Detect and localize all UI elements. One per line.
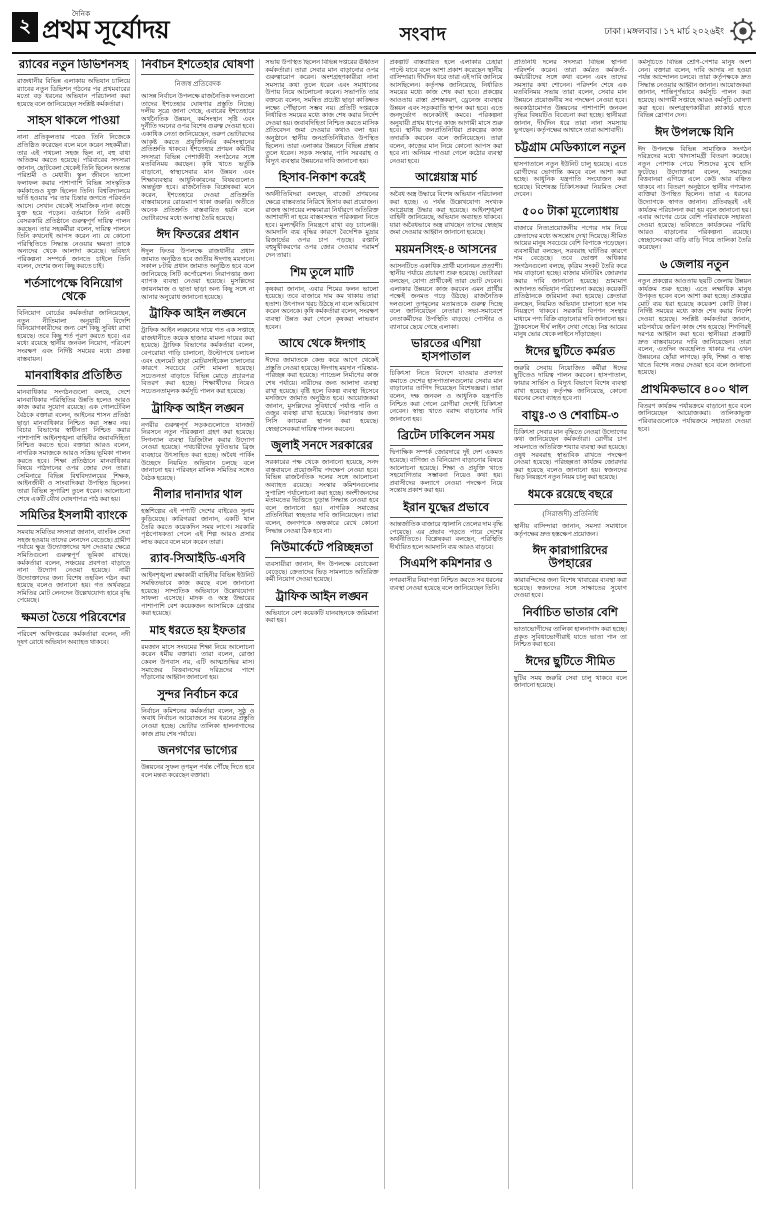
article-headline: ইরান যুদ্ধের প্রভাবে bbox=[390, 502, 503, 518]
article-columns bbox=[12, 59, 756, 1189]
article-headline: ট্রাফিক আইন লঙ্ঘন bbox=[265, 591, 378, 607]
page-number: ২ bbox=[12, 12, 38, 42]
column-1 bbox=[12, 59, 136, 1189]
article-headline: মানবাধিকার প্রতিষ্ঠিত bbox=[17, 370, 130, 386]
article-headline: ক্ষমতা তৈয়ে পরিবেশের bbox=[17, 612, 130, 628]
gear-icon bbox=[730, 18, 756, 44]
article-body: রমজান মাসে সংযমের শিক্ষা নিয়ে আলোচনা করেন ধর্মীয় বক্তারা। তারা বলেন, রোজা কেবল উপবাস নয়, এটি আত্মশুদ্ধির মাস। সমাজের বিত্তবানদের দরিদ্রদের পাশে দাঁড়ানোর আহ্বান জানানো হয়। bbox=[141, 643, 255, 682]
article-headline: আগ্নেয়াস্ত্র মার্চ bbox=[390, 172, 503, 188]
article-body: নতুন প্রকল্পের আওতায় ছয়টি জেলায় উন্নয়ন কার্যক্রম শুরু হচ্ছে। এতে লক্ষাধিক মানুষ উপকৃত হবেন বলে আশা করা হচ্ছে। প্রকল্পের মোট ব্যয় ধরা হয়েছে কয়েকশ কোটি টাকা। নির্দিষ্ট সময়ের মধ্যে কাজ শেষ করার নির্দেশ দেওয়া হয়েছে। সংশ্লিষ্ট কর্মকর্তারা জানান, মাঠপর্যায়ে জরিপ কাজ শেষ হয়েছে। শিগগিরই দরপত্র আহ্বান করা হবে। স্থানীয়রা প্রকল্পটি দ্রুত বাস্তবায়নের দাবি জানিয়েছেন। তারা বলেন, এতদিন অবহেলিত থাকার পর এখন উন্নয়নের ছোঁয়া লাগছে। কৃষি, শিক্ষা ও স্বাস্থ্য খাতে বিশেষ নজর দেওয়া হবে বলে জানানো হয়েছে। bbox=[637, 278, 752, 377]
page-title: সংবাদ bbox=[399, 24, 447, 44]
article-headline: র‌্যাব-সিআইডি-এসবি bbox=[141, 553, 254, 569]
article-headline: হিসাব-নিকাশ করেই bbox=[265, 172, 378, 188]
article-body: আইনশৃঙ্খলা রক্ষাকারী বাহিনীর বিভিন্ন ইউনিট সমন্বিতভাবে কাজ করছে বলে জানানো হয়েছে। সাম্প্রতিক অভিযানে উল্লেখযোগ্য সাফল্য এসেছে। মাদক ও অস্ত্র উদ্ধারের পাশাপাশি বেশ কয়েকজন আসামিকে গ্রেপ্তার করা হয়েছে। bbox=[141, 572, 255, 618]
article-headline: সিএমপি কমিশনার ও bbox=[390, 558, 503, 574]
article-body: জরুরি সেবায় নিয়োজিত কর্মীরা ঈদের ছুটিতেও দায়িত্ব পালন করবেন। হাসপাতাল, ফায়ার সার্ভিস ও বিদ্যুৎ বিভাগে বিশেষ ব্যবস্থা রাখা হয়েছে। কর্তৃপক্ষ জানিয়েছে, কোনো ধরনের সেবা ব্যাহত হবে না। bbox=[513, 364, 627, 403]
article-headline: ময়মনসিংহ-৪ আসনের bbox=[390, 244, 503, 260]
article-headline: চট্টগ্রাম মেডিক্যালে নতুন bbox=[514, 142, 627, 158]
article-body: ঈদ উপলক্ষে বিভিন্ন সামাজিক সংগঠন দরিদ্রদের মধ্যে খাদ্যসামগ্রী বিতরণ করেছে। নতুন পোশাক পেয়ে শিশুদের মুখে হাসি ফুটেছে। উদ্যোক্তারা বলেন, সমাজের বিত্তবানরা এগিয়ে এলে কেউ আর বঞ্চিত থাকবে না। বিতরণ অনুষ্ঠানে স্থানীয় গণ্যমান্য ব্যক্তিরা উপস্থিত ছিলেন। তারা এ ধরনের উদ্যোগকে স্বাগত জানান। প্রতিবছরই এই কার্যক্রম পরিচালনা করা হয় বলে জানানো হয়। এবার আগের চেয়ে বেশি পরিবারকে সহায়তা দেওয়া হয়েছে। ভবিষ্যতে কার্যক্রমের পরিধি আরও বাড়ানোর পরিকল্পনা রয়েছে। স্বেচ্ছাসেবকরা বাড়ি বাড়ি গিয়ে তালিকা তৈরি করেছেন। bbox=[637, 145, 752, 252]
column-3 bbox=[260, 59, 384, 1189]
article-headline: বায়ুঃ-৩ ও শেবাচিম-৩ bbox=[514, 410, 627, 426]
article-body: পরিবেশ অধিদপ্তরের কর্মকর্তারা বলেন, নদী দূষণ রোধে অভিযান অব্যাহত থাকবে। bbox=[17, 631, 131, 646]
article-body: কৃষকরা জানান, এবার শিমের ফলন ভালো হয়েছে। তবে বাজারে দাম কম থাকায় তারা হতাশ। উৎপাদন খরচ উঠছে না বলে অভিযোগ করেন অনেকে। কৃষি কর্মকর্তারা বলেন, সংরক্ষণ ব্যবস্থা উন্নত করা গেলে কৃষকরা লাভবান হবেন। bbox=[265, 285, 379, 331]
article-headline: ঈদের ছুটিতে কর্মরত bbox=[514, 346, 627, 362]
article-body: সভায় উপস্থিত ছিলেন বিভিন্ন দপ্তরের ঊর্ধ্বতন কর্মকর্তারা। তারা সেবার মান বাড়ানোর ওপর গুরুত্বারোপ করেন। অংশগ্রহণকারীরা নানা সমস্যার কথা তুলে ধরেন এবং সমাধানের উপায় নিয়ে আলোচনা করেন। সভাপতি তার বক্তব্যে বলেন, সমন্বিত প্রচেষ্টা ছাড়া কাঙ্ক্ষিত লক্ষ্যে পৌঁছানো সম্ভব নয়। প্রতিটি দপ্তরকে নির্ধারিত সময়ের মধ্যে কাজ শেষ করার নির্দেশ দেওয়া হয়। জবাবদিহিতা নিশ্চিত করতে মাসিক প্রতিবেদন জমা দেওয়ার কথাও বলা হয়। অনুষ্ঠানে স্থানীয় জনপ্রতিনিধিরাও উপস্থিত ছিলেন। তারা এলাকার উন্নয়নে বিভিন্ন প্রস্তাব তুলে ধরেন। সড়ক সংস্কার, পানি সরবরাহ ও বিদ্যুৎ ব্যবস্থার উন্নয়নের দাবি জানানো হয়। bbox=[265, 59, 379, 165]
article-body: চিকিৎসা নিতে বিদেশে যাওয়ার প্রবণতা কমাতে দেশের হাসপাতালগুলোর সেবার মান বাড়ানোর তাগিদ দিয়েছেন বিশেষজ্ঞরা। তারা বলেন, দক্ষ জনবল ও আধুনিক যন্ত্রপাতি নিশ্চিত করা গেলে রোগীরা দেশেই চিকিৎসা নেবেন। স্বাস্থ্য খাতে বরাদ্দ বাড়ানোর দাবি জানানো হয়। bbox=[389, 370, 503, 423]
article-byline: নিজস্ব প্রতিবেদক bbox=[174, 80, 221, 88]
column-2 bbox=[136, 59, 260, 1189]
column-6 bbox=[633, 59, 756, 1189]
article-headline: সুন্দর নির্বাচন করে bbox=[141, 689, 254, 705]
article-body: নগরীর গুরুত্বপূর্ণ সড়কগুলোতে যানজট নিরসনে নতুন পরিকল্পনা গ্রহণ করা হয়েছে। সিগন্যাল ব্যবস্থা ডিজিটাল করার উদ্যোগ নেওয়া হয়েছে। পথচারীদের ফুটওভার ব্রিজ ব্যবহারে উৎসাহিত করা হচ্ছে। অবৈধ পার্কিং উচ্ছেদে নিয়মিত অভিযান চলছে বলে জানানো হয়। পরিবহন মালিক সমিতির সঙ্গেও বৈঠক হয়েছে। bbox=[141, 421, 255, 482]
article-body: হস্তশিল্পের এই পণ্যটি দেশের বাইরেও সুনাম কুড়িয়েছে। কারিগররা জানান, একটি থাল তৈরি করতে কয়েকদিন সময় লাগে। সরকারি পৃষ্ঠপোষকতা পেলে এই শিল্প আরও প্রসার লাভ করবে বলে মনে করেন তারা। bbox=[141, 508, 255, 546]
article-body: ট্রাফিক আইন লঙ্ঘনের দায়ে গত এক সপ্তাহে রাজধানীতে কয়েক হাজার মামলা দায়ের করা হয়েছে। ট্রাফিক বিভাগের কর্মকর্তারা বলেন, বেপরোয়া গাড়ি চালানো, উল্টোপথে চলাচল এবং হেলমেট ছাড়া মোটরসাইকেল চালানোর কারণে সবচেয়ে বেশি মামলা হয়েছে। সচেতনতা বাড়াতে বিভিন্ন মোড়ে প্রচারপত্র বিতরণ করা হচ্ছে। শিক্ষার্থীদের নিয়েও সচেতনতামূলক কর্মসূচি পালন করা হয়েছে। bbox=[141, 327, 255, 395]
article-body: হাসপাতালে নতুন ইউনিট চালু হয়েছে। এতে রোগীদের ভোগান্তি কমবে বলে আশা করা হচ্ছে। আধুনিক যন্ত্রপাতি সংযোজন করা হয়েছে। বিশেষজ্ঞ চিকিৎসকরা নিয়মিত সেবা দেবেন। bbox=[513, 160, 627, 199]
article-body: নানা প্রতিকূলতার পরেও তিনি নিজেকে প্রতিষ্ঠিত করেছেন বলে মনে করেন সহকর্মীরা। তার এই পথচলা সহজ ছিল না, বহু বাধা অতিক্রম করতে হয়েছে। পরিবারের সদস্যরা জানান, ছোটবেলা থেকেই তিনি ছিলেন অত্যন্ত পরিশ্রমী ও মেধাবী। স্কুল জীবনে ভালো ফলাফল করার পাশাপাশি বিভিন্ন সাংস্কৃতিক কর্মকাণ্ডেও যুক্ত ছিলেন তিনি। বিশ্ববিদ্যালয়ে ভর্তি হওয়ার পর তার চিন্তার জগতে পরিবর্তন আসে। সেখান থেকেই সামাজিক নানা কাজে যুক্ত হয়ে পড়েন। বর্তমানে তিনি একটি বেসরকারি প্রতিষ্ঠানে গুরুত্বপূর্ণ দায়িত্ব পালন করছেন। তার সহকর্মীরা বলেন, দায়িত্ব পালনে তিনি কখনোই আপস করেন না। যে কোনো পরিস্থিতিতে সিদ্ধান্ত নেওয়ার ক্ষমতা তাকে অন্যদের থেকে আলাদা করেছে। ভবিষ্যৎ পরিকল্পনা সম্পর্কে জানতে চাইলে তিনি বলেন, দেশের জন্য কিছু করতে চাই। bbox=[17, 134, 131, 271]
article-headline: সমিতির ইসলামী ব্যাংকে bbox=[17, 510, 130, 526]
article-body: রাজধানীর বিভিন্ন এলাকায় অভিযান চালিয়ে র‌্যাবের নতুন ডিভিশন গঠনের পর প্রথমবারের মতো বড় ধরনের অভিযান পরিচালনা করা হয়েছে বলে জানিয়েছেন সংশ্লিষ্ট কর্মকর্তারা। bbox=[17, 78, 131, 108]
article-body: আন্তর্জাতিক বাজারে জ্বালানি তেলের দাম বৃদ্ধি পেয়েছে। এর প্রভাব পড়তে পারে দেশের অর্থনীতিতে। বিশ্লেষকরা বলছেন, পরিস্থিতি দীর্ঘায়িত হলে আমদানি ব্যয় আরও বাড়বে। bbox=[389, 520, 503, 551]
logo-kicker: দৈনিক bbox=[72, 10, 91, 18]
article-headline: ঈদ ফিতরের প্রধান bbox=[141, 229, 254, 245]
article-body: মানবাধিকার সংগঠনগুলো বলছে, দেশে মানবাধিকার পরিস্থিতির উন্নতি হলেও আরও কাজ করার সুযোগ রয়েছে। এক গোলটেবিল বৈঠকে বক্তারা বলেন, আইনের শাসন প্রতিষ্ঠা ছাড়া মানবাধিকার নিশ্চিত করা সম্ভব নয়। বিচার বিভাগের স্বাধীনতা নিশ্চিত করার পাশাপাশি আইনশৃঙ্খলা বাহিনীর জবাবদিহিতা নিশ্চিত করতে হবে। বক্তারা আরও বলেন, নাগরিক সমাজকে আরও সক্রিয় ভূমিকা পালন করতে হবে। শিক্ষা প্রতিষ্ঠানে মানবাধিকার বিষয়ে পাঠদানের ওপর জোর দেন তারা। সেমিনারে বিভিন্ন বিশ্ববিদ্যালয়ের শিক্ষক, আইনজীবী ও সাংবাদিকরা উপস্থিত ছিলেন। তারা বিভিন্ন সুপারিশ তুলে ধরেন। আলোচনা শেষে একটি যৌথ ঘোষণাপত্র পাঠ করা হয়। bbox=[17, 389, 131, 503]
article-headline: ব্রিটেন ঢাকিলেন সময় bbox=[390, 430, 503, 446]
article-headline: ঈদ কারাগারিদের উপহারের bbox=[514, 545, 627, 574]
article-body: স্থানীয় বাসিন্দারা জানান, সমস্যা সমাধানে কর্তৃপক্ষের দ্রুত হস্তক্ষেপ প্রয়োজন। bbox=[513, 522, 627, 538]
masthead bbox=[12, 10, 756, 54]
article-body: ব্যবসায়ীরা জানান, ঈদ উপলক্ষে বেচাকেনা বেড়েছে। ক্রেতাদের ভিড় সামলাতে অতিরিক্ত কর্মী নিয়োগ দেওয়া হয়েছে। bbox=[265, 561, 379, 584]
article-headline: জুলাই সনদে সরকারের bbox=[265, 440, 378, 456]
article-body: আসনটিতে একাধিক প্রার্থী মনোনয়ন প্রত্যাশী। স্থানীয় পর্যায়ে প্রচারণা শুরু হয়েছে। ভোটাররা বলছেন, যোগ্য প্রার্থীকেই তারা ভোট দেবেন। এলাকার উন্নয়নে কাজ করবেন এমন প্রার্থীর পক্ষেই জনমত গড়ে উঠছে। রাজনৈতিক দলগুলো তৃণমূলের মতামতকে গুরুত্ব দিচ্ছে বলে জানিয়েছেন নেতারা। সভা-সমাবেশে নেতাকর্মীদের উপস্থিতি বাড়ছে। পোস্টার ও ব্যানারে ছেয়ে গেছে এলাকা। bbox=[389, 262, 503, 331]
article-body: ভাতাভোগীদের তালিকা হালনাগাদ করা হচ্ছে। প্রকৃত সুবিধাভোগীরাই যাতে ভাতা পান তা নিশ্চিত করা হবে। bbox=[513, 625, 627, 649]
article-headline: প্রাথমিকভাবে ৪০০ থাল bbox=[638, 384, 751, 400]
article-headline: শিম তুলে মাটি bbox=[265, 267, 378, 283]
article-headline: জনগণের ভাগ্যের bbox=[141, 745, 254, 761]
article-headline: র‌্যাবের নতুন ডিভিশনসহ bbox=[17, 59, 130, 75]
article-body: কর্মসূচিতে বিভিন্ন শ্রেণি-পেশার মানুষ অংশ নেন। বক্তারা বলেন, দাবি আদায় না হওয়া পর্যন্ত আন্দোলন চলবে। তারা কর্তৃপক্ষকে দ্রুত সিদ্ধান্ত নেওয়ার আহ্বান জানান। আয়োজকরা জানান, শান্তিপূর্ণভাবে কর্মসূচি পালন করা হয়েছে। আগামী সপ্তাহে আরও কর্মসূচি ঘোষণা করা হবে। অংশগ্রহণকারীরা প্ল্যাকার্ড হাতে বিভিন্ন স্লোগান দেন। bbox=[637, 59, 752, 120]
logo-title: প্রথম সূর্যোদয় bbox=[42, 17, 170, 44]
article-body: অবৈধ অস্ত্র উদ্ধারে বিশেষ অভিযান পরিচালনা করা হচ্ছে। এ পর্যন্ত উল্লেখযোগ্য সংখ্যক আগ্নেয়াস্ত্র উদ্ধার করা হয়েছে। আইনশৃঙ্খলা বাহিনী জানিয়েছে, অভিযান অব্যাহত থাকবে। যারা অবৈধভাবে অস্ত্র রাখছেন তাদের স্বেচ্ছায় জমা দেওয়ার আহ্বান জানানো হয়েছে। bbox=[389, 191, 503, 237]
article-body: কারাবন্দিদের জন্য বিশেষ খাবারের ব্যবস্থা করা হয়েছে। স্বজনদের সঙ্গে সাক্ষাতের সুযোগ দেওয়া হবে। bbox=[513, 577, 627, 600]
article-headline: শর্তসাপেক্ষে বিনিয়োগ থেকে bbox=[17, 278, 130, 307]
article-body: দ্বিপাক্ষিক সম্পর্ক জোরদারে দুই দেশ একমত হয়েছে। বাণিজ্য ও বিনিয়োগ বাড়ানোর বিষয়ে আলোচনা হয়েছে। শিক্ষা ও প্রযুক্তি খাতে সহযোগিতার সম্ভাবনা নিয়েও কথা হয়। প্রবাসীদের কল্যাণে নেওয়া পদক্ষেপ নিয়ে সন্তোষ প্রকাশ করা হয়। bbox=[389, 449, 503, 495]
article-headline: সাহস থাকলে পাওয়া bbox=[17, 115, 130, 131]
article-headline: ট্রাফিক আইন লঙ্ঘনে bbox=[141, 308, 254, 324]
article-body: বিনিয়োগ বোর্ডের কর্মকর্তারা জানিয়েছেন, নতুন নীতিমালা অনুযায়ী বিদেশি বিনিয়োগকারীদের জন্য বেশ কিছু সুবিধা রাখা হয়েছে। তবে কিছু শর্ত পূরণ করতে হবে। এর মধ্যে রয়েছে স্থানীয় জনবল নিয়োগ, পরিবেশ সংরক্ষণ এবং নির্দিষ্ট সময়ের মধ্যে প্রকল্প বাস্তবায়ন। bbox=[17, 310, 131, 363]
newspaper-logo bbox=[42, 10, 242, 44]
article-body: সরকারের পক্ষ থেকে জানানো হয়েছে, সনদ বাস্তবায়নে প্রয়োজনীয় পদক্ষেপ নেওয়া হবে। বিভিন্ন রাজনৈতিক দলের সঙ্গে আলোচনা অব্যাহত রয়েছে। সংস্কার কমিশনগুলোর সুপারিশ পর্যালোচনা করা হচ্ছে। অংশীজনদের মতামতের ভিত্তিতে চূড়ান্ত সিদ্ধান্ত নেওয়া হবে বলে জানানো হয়। নাগরিক সমাজের প্রতিনিধিরা স্বচ্ছতার দাবি জানিয়েছেন। তারা বলেন, জনগণকে অন্ধকারে রেখে কোনো সিদ্ধান্ত নেওয়া ঠিক হবে না। bbox=[265, 459, 379, 535]
article-body: ঈদুল ফিতর উপলক্ষে রাজধানীর প্রধান জামাত অনুষ্ঠিত হবে জাতীয় ঈদগাহ ময়দানে। সকাল ৮টায় প্রধান জামাত অনুষ্ঠিত হবে বলে জানিয়েছে সিটি কর্পোরেশন। নিরাপত্তার জন্য ব্যাপক ব্যবস্থা নেওয়া হয়েছে। মুসল্লিদের জায়নামাজ ও ছাতা ছাড়া অন্য কিছু সঙ্গে না আনার অনুরোধ জানানো হয়েছে। bbox=[141, 248, 255, 301]
article-headline: ৫০০ টাকা মূল্যেোধায় bbox=[514, 206, 627, 222]
article-body: নগরবাসীর নিরাপত্তা নিশ্চিত করতে সব ধরনের ব্যবস্থা নেওয়া হয়েছে বলে জানিয়েছেন তিনি। bbox=[389, 577, 503, 592]
article-body: সমবায় সমিতির সদস্যরা জানান, ব্যাংকিং সেবা সহজ হওয়ায় তাদের লেনদেন বেড়েছে। গ্রামীণ পর্যায়ে ক্ষুদ্র উদ্যোক্তাদের ঋণ দেওয়ার ক্ষেত্রে সমিতিগুলো গুরুত্বপূর্ণ ভূমিকা রাখছে। কর্মকর্তারা বলেন, সঞ্চয়ের প্রবণতা বাড়াতে নানা উদ্যোগ নেওয়া হয়েছে। নারী উদ্যোক্তাদের জন্য বিশেষ তহবিল গঠন করা হয়েছে বলেও জানানো হয়। গত অর্থবছরে সমিতির মোট লেনদেন উল্লেখযোগ্য হারে বৃদ্ধি পেয়েছে। bbox=[17, 529, 131, 605]
article-headline: ট্রাফিক আইন লঙ্ঘন bbox=[141, 403, 254, 419]
article-body: চিকিৎসা সেবার মান বৃদ্ধিতে নেওয়া উদ্যোগের কথা জানিয়েছেন কর্মকর্তারা। রোগীর চাপ সামলাতে অতিরিক্ত শয্যার ব্যবস্থা করা হয়েছে। ওষুধ সরবরাহ স্বাভাবিক রাখতে পদক্ষেপ নেওয়া হয়েছে। পরিচ্ছন্নতা কার্যক্রম জোরদার করা হয়েছে বলেও জানানো হয়। স্বজনদের ভিড় নিয়ন্ত্রণে নতুন নিয়ম চালু করা হয়েছে। bbox=[513, 428, 627, 482]
article-body: প্রতিনিধি দলের সদস্যরা বিভিন্ন স্থাপনা পরিদর্শন করেন। তারা কর্মরত কর্মকর্তা-কর্মচারীদের সঙ্গে কথা বলেন এবং তাদের সমস্যার কথা শোনেন। পরিদর্শন শেষে এক মতবিনিময় সভায় তারা বলেন, সেবার মান উন্নয়নে প্রয়োজনীয় সব পদক্ষেপ নেওয়া হবে। অবকাঠামোগত উন্নয়নের পাশাপাশি জনবল বৃদ্ধির বিষয়টিও বিবেচনা করা হচ্ছে। স্থানীয়রা জানান, দীর্ঘদিন ধরে তারা নানা সমস্যায় ভুগছেন। কর্তৃপক্ষের আশ্বাসে তারা আশাবাদী। bbox=[513, 59, 627, 135]
column-5 bbox=[509, 59, 633, 1189]
article-body: প্রকল্পটি বাস্তবায়িত হলে এলাকার চেহারা পাল্টে যাবে বলে আশা প্রকাশ করেছেন স্থানীয় বাসিন্দারা। দীর্ঘদিন ধরে তারা এই দাবি জানিয়ে আসছিলেন। কর্তৃপক্ষ জানিয়েছে, নির্ধারিত সময়ের মধ্যে কাজ শেষ করা হবে। প্রকল্পের আওতায় রাস্তা প্রশস্তকরণ, ড্রেনেজ ব্যবস্থার উন্নয়ন এবং সড়কবাতি স্থাপন করা হবে। এতে জনদুর্ভোগ অনেকটাই কমবে। পরিকল্পনা অনুযায়ী প্রথম ধাপের কাজ আগামী মাসে শুরু হবে। স্থানীয় জনপ্রতিনিধিরা প্রকল্পের কাজ তদারকি করবেন বলে জানিয়েছেন। তারা বলেন, কাজের মান নিয়ে কোনো আপস করা হবে না। অনিয়ম পাওয়া গেলে কঠোর ব্যবস্থা নেওয়া হবে। bbox=[389, 59, 503, 165]
article-headline: মাহ ধরতে হয় ইফতার bbox=[141, 625, 254, 641]
article-body: উন্নয়নের সুফল তৃণমূল পর্যন্ত পৌঁছে দিতে হবে বলে মন্তব্য করেছেন বক্তারা। bbox=[141, 764, 255, 779]
article-headline: নির্বাচিত ভাতার বেশি bbox=[514, 607, 627, 623]
dateline: ঢাকা ৷ মঙ্গলবার ৷ ১৭ মার্চ ২০২৬ইং bbox=[604, 26, 724, 36]
article-headline: আঘে থেকে ঈদগাহ bbox=[265, 338, 378, 354]
article-byline: (সিরাজদী) প্রতিনিধি bbox=[542, 509, 598, 518]
article-headline: নিউমার্কেটে পরিচ্ছন্নতা bbox=[265, 542, 378, 558]
article-body: ছুটির সময় জরুরি সেবা চালু থাকবে বলে জানানো হয়েছে। bbox=[513, 674, 627, 690]
article-body: বিতরণ কার্যক্রম পর্যায়ক্রমে বাড়ানো হবে বলে জানিয়েছেন আয়োজকরা। তালিকাভুক্ত পরিবারগুলোকে পর্যায়ক্রমে সহায়তা দেওয়া হবে। bbox=[637, 402, 752, 433]
article-body: বাজারে নিত্যপ্রয়োজনীয় পণ্যের দাম নিয়ে ক্রেতাদের মধ্যে অসন্তোষ দেখা দিয়েছে। সীমিত আয়ের মানুষ সবচেয়ে বেশি বিপাকে পড়েছেন। ব্যবসায়ীরা বলছেন, সরবরাহ ঘাটতির কারণে দাম বেড়েছে। তবে ভোক্তা অধিকার সংগঠনগুলো বলছে, কৃত্রিম সংকট তৈরি করে দাম বাড়ানো হচ্ছে। বাজার মনিটরিং জোরদার করার দাবি জানানো হয়েছে। ভ্রাম্যমাণ আদালত অভিযান পরিচালনা করছে। কয়েকটি প্রতিষ্ঠানকে জরিমানা করা হয়েছে। ক্রেতারা বলছেন, নিয়মিত অভিযান চালানো হলে দাম নিয়ন্ত্রণে থাকবে। সরকারি বিপণন সংস্থার মাধ্যমে পণ্য বিক্রি বাড়ানোর দাবি জানানো হয়। ট্রাকসেলে দীর্ঘ লাইন দেখা গেছে। নিম্ন আয়ের মানুষ ভোর থেকে লাইনে দাঁড়াচ্ছেন। bbox=[513, 224, 627, 339]
article-headline: ধমকে রয়েছে বছরে bbox=[514, 489, 627, 505]
article-body: অর্থনীতিবিদরা বলছেন, বাজেট প্রণয়নের ক্ষেত্রে বাস্তবতার নিরিখে হিসাব করা প্রয়োজন। রাজস্ব আদায়ের লক্ষ্যমাত্রা নির্ধারণে অতিরিক্ত আশাবাদী না হয়ে বাস্তবসম্মত পরিকল্পনা নিতে হবে। মূল্যস্ফীতি নিয়ন্ত্রণে রাখা বড় চ্যালেঞ্জ। আমদানি ব্যয় বৃদ্ধির কারণে বৈদেশিক মুদ্রার রিজার্ভের ওপর চাপ পড়ছে। রপ্তানি বহুমুখীকরণের ওপর জোর দেওয়ার পরামর্শ দেন তারা। bbox=[265, 191, 379, 260]
article-headline: ঈদ উপলক্ষে যিনি bbox=[638, 127, 751, 143]
article-headline: নীলার দানাদার থাল bbox=[141, 489, 254, 505]
article-headline: ৬ জেলায় নতুন bbox=[638, 259, 751, 275]
article-headline: ঈদের ছুটিতে সীমিত bbox=[514, 656, 627, 672]
article-body: ঈদের জামাতকে কেন্দ্র করে আগে থেকেই প্রস্তুতি নেওয়া হয়েছে। ঈদগাহ ময়দান পরিষ্কার-পরিচ্ছন্ন করা হয়েছে। প্যান্ডেল নির্মাণের কাজ শেষ পর্যায়ে। নারীদের জন্য আলাদা ব্যবস্থা রাখা হয়েছে। বৃষ্টি হলে বিকল্প ব্যবস্থা হিসেবে মসজিদে জামাত অনুষ্ঠিত হবে। আয়োজকরা জানান, মুসল্লিদের সুবিধার্থে পর্যাপ্ত পানি ও ওজুর ব্যবস্থা রাখা হয়েছে। নিরাপত্তার জন্য সিসি ক্যামেরা স্থাপন করা হয়েছে। স্বেচ্ছাসেবকরা দায়িত্ব পালন করবেন। bbox=[265, 357, 379, 433]
column-4 bbox=[385, 59, 509, 1189]
article-headline: ভারতের এশিয়া হাসপাতাল bbox=[390, 338, 503, 367]
article-body: অভিযানে বেশ কয়েকটি যানবাহনকে জরিমানা করা হয়। bbox=[265, 609, 379, 625]
article-headline: নির্বাচন ইশতেহার ঘোষণা bbox=[141, 59, 254, 75]
article-body: আসন্ন নির্বাচন উপলক্ষে রাজনৈতিক দলগুলো তাদের ইশতেহার ঘোষণার প্রস্তুতি নিচ্ছে। দলীয় সূত্রে জানা গেছে, এবারের ইশতেহারে অর্থনৈতিক উন্নয়ন, কর্মসংস্থান সৃষ্টি এবং দুর্নীতি দমনের ওপর বিশেষ গুরুত্ব দেওয়া হবে। একাধিক নেতা জানিয়েছেন, তরুণ ভোটারদের আকৃষ্ট করতে প্রযুক্তিনির্ভর কর্মসংস্থানের প্রতিশ্রুতি থাকবে। ইশতেহার প্রণয়ন কমিটির সদস্যরা বিভিন্ন পেশাজীবী সংগঠনের সঙ্গে মতবিনিময় করছেন। কৃষি খাতে ভর্তুকি বাড়ানো, স্বাস্থ্যসেবার মান উন্নয়ন এবং শিক্ষাব্যবস্থার আধুনিকায়নের বিষয়গুলোও অন্তর্ভুক্ত হবে। রাজনৈতিক বিশ্লেষকরা মনে করেন, ইশতেহারে দেওয়া প্রতিশ্রুতি বাস্তবায়নের রোডম্যাপ থাকা জরুরি। অতীতে অনেক প্রতিশ্রুতি বাস্তবায়িত হয়নি বলে ভোটারদের মধ্যে অনাস্থা তৈরি হয়েছে। bbox=[141, 93, 255, 222]
article-body: নির্বাচন কমিশনের কর্মকর্তারা বলেন, সুষ্ঠু ও অবাধ নির্বাচন আয়োজনে সব ধরনের প্রস্তুতি নেওয়া হচ্ছে। ভোটার তালিকা হালনাগাদের কাজ প্রায় শেষ পর্যায়ে। bbox=[141, 707, 255, 738]
